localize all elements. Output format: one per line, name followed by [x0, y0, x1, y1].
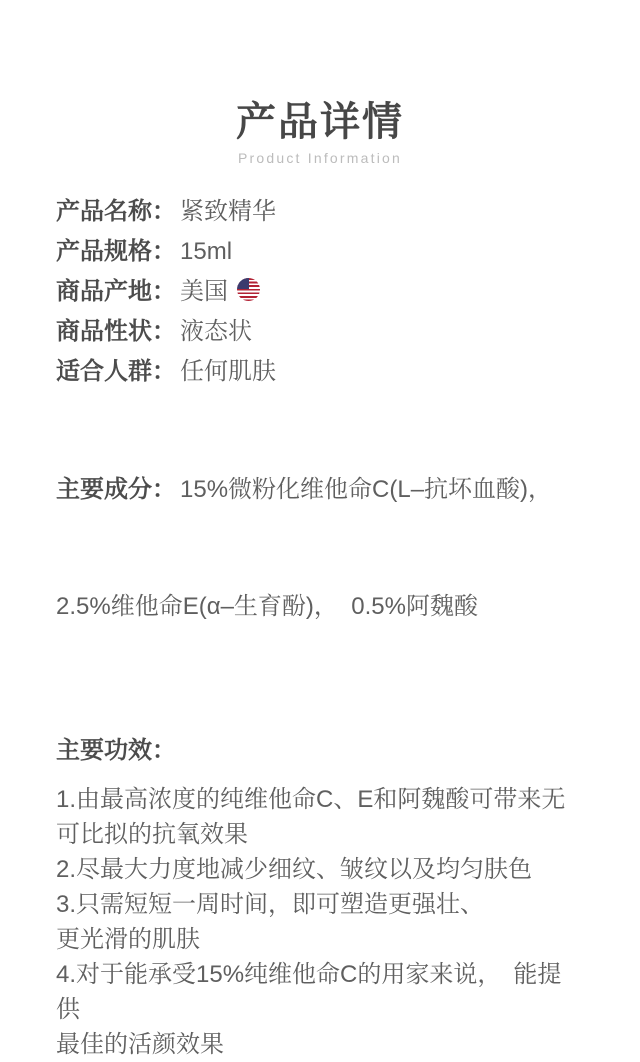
- attribute-value: 美国: [180, 278, 228, 305]
- attribute-row-texture: [56, 312, 584, 352]
- ingredients-line-1: [56, 470, 584, 509]
- efficacy-item-line: 可比拟的抗氧效果: [56, 821, 248, 848]
- attribute-label: 主要成分：: [56, 476, 176, 503]
- efficacy-item-line: 更光滑的肌肤: [56, 926, 200, 953]
- efficacy-item-2: [56, 852, 584, 887]
- efficacy-item-line: 最佳的活颜效果: [56, 1031, 224, 1058]
- attribute-value: 任何肌肤: [180, 358, 276, 385]
- us-flag-canton: [237, 278, 249, 289]
- efficacy-item-4: [56, 957, 584, 1062]
- attribute-row-origin: [56, 272, 584, 312]
- attribute-label: 适合人群：: [56, 358, 176, 385]
- attribute-label: 产品名称：: [56, 198, 176, 225]
- attribute-row-product-size: [56, 232, 584, 272]
- page-header: [0, 0, 640, 168]
- attribute-row-ingredients: [56, 392, 584, 704]
- attribute-value: 15ml: [180, 238, 233, 265]
- attribute-value: 液态状: [180, 318, 252, 345]
- attribute-row-product-name: [56, 192, 584, 232]
- attribute-value: 15%微粉化维他命C(L–抗坏血酸)，: [180, 476, 553, 503]
- efficacy-item-1: [56, 782, 584, 852]
- attribute-list: [56, 192, 584, 704]
- attribute-label: 商品性状：: [56, 318, 176, 345]
- attribute-label: 商品产地：: [56, 278, 176, 305]
- attribute-row-suitable-skin: [56, 352, 584, 392]
- efficacy-item-line: 2.尽最大力度地减少细纹、皱纹以及均匀肤色: [56, 856, 533, 883]
- product-info-section: [0, 192, 640, 1062]
- section-heading-efficacy: 主要功效：: [56, 737, 176, 764]
- attribute-label: 产品规格：: [56, 238, 176, 265]
- page-title: 产品详情: [236, 100, 404, 144]
- attribute-value: 紧致精华: [180, 198, 276, 225]
- efficacy-list: [56, 782, 584, 1062]
- efficacy-item-line: 4.对于能承受15%纯维他命C的用家来说， 能提供: [56, 961, 562, 1023]
- efficacy-item-line: 1.由最高浓度的纯维他命C、E和阿魏酸可带来无: [56, 786, 566, 813]
- ingredients-line-2: 2.5%维他命E(α–生育酚)， 0.5%阿魏酸: [56, 593, 478, 620]
- efficacy-item-line: 3.只需短短一周时间，即可塑造更强壮、: [56, 891, 485, 918]
- us-flag-icon: [237, 278, 260, 301]
- page-subtitle: Product Information: [238, 150, 402, 166]
- efficacy-item-3: [56, 887, 584, 957]
